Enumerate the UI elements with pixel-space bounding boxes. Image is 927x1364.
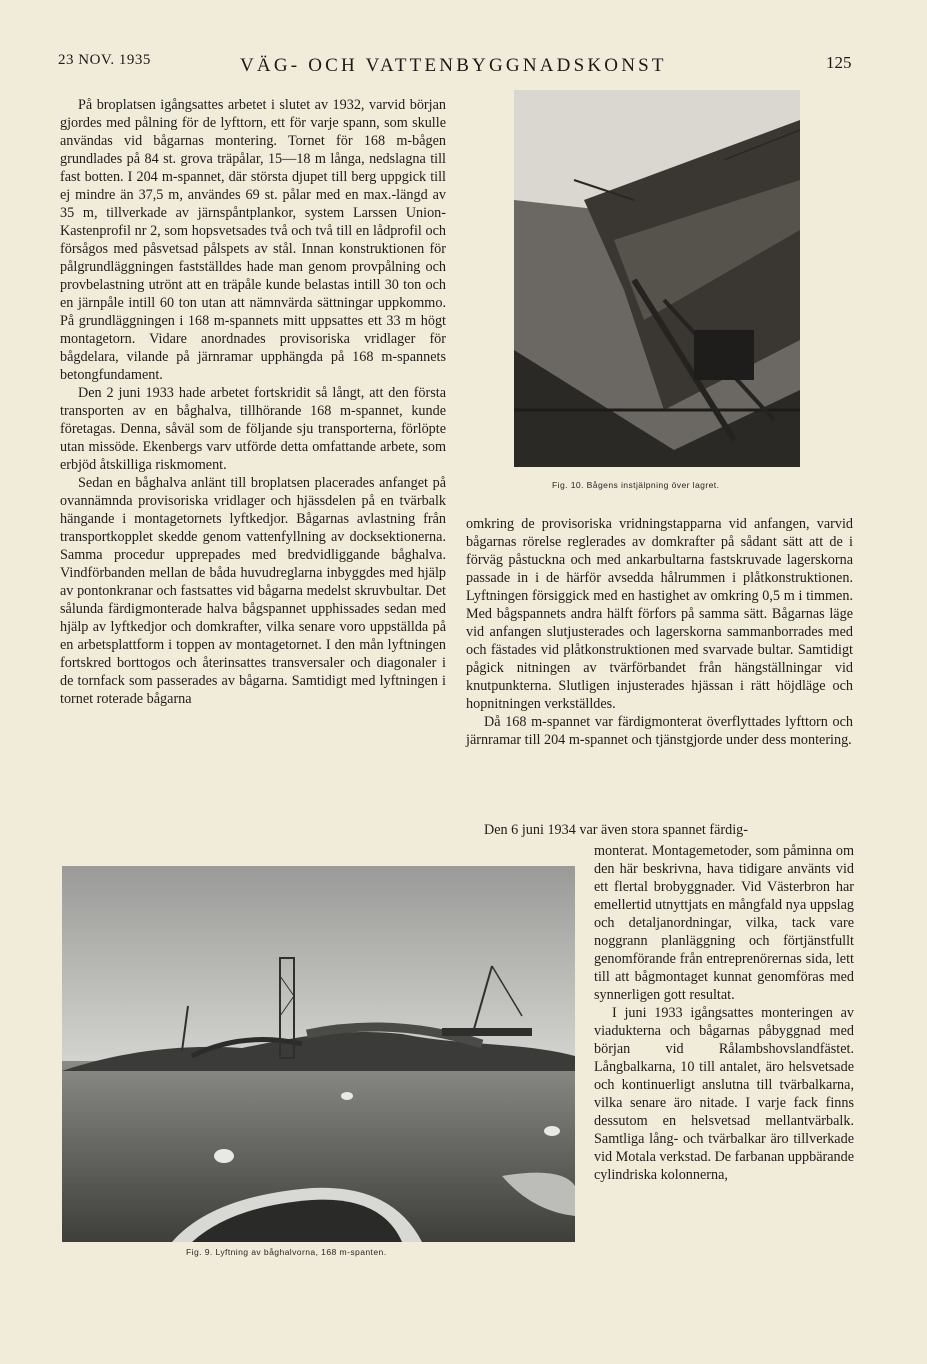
page-number: 125 <box>826 53 852 72</box>
paragraph-transport: Den 2 juni 1933 hade arbetet fortskridit så långt, att den första transporten av en båghalva, tillhörande 168 m-spannet, kunde företagas. Denna, såväl som de följande sju transporterna, förlöpte utan missöde. Ekenbergs varv utförde detta omfattande arbete, som erbjöd åtskilliga riskmoment. <box>60 385 446 473</box>
arch-bearing-illustration <box>514 90 800 467</box>
right-column-bottom <box>594 842 854 1184</box>
paragraph-viaducts: I juni 1933 igångsattes monteringen av viadukterna och bågarnas påbyggnad med början vid Rålambshovslandfästet. Långbalkarna, 10 till antalet, äro helsvetsade och kontinuerligt anslutna till tvärbalkarna, vilka senare äro nitade. I varje fack finns dessutom en helsvetsad mellantvärbalk. Samtliga lång- och tvärbalkar äro tillverkade vid Motala verkstad. De farbanan uppbärande cylindriska kolonnerna, <box>594 1005 855 1183</box>
journal-title: VÄG- OCH VATTENBYGGNADSKONST <box>240 55 667 76</box>
bridge-lifting-illustration <box>62 866 575 1242</box>
figure-10-caption: Fig. 10. Bågens instjälpning över lagret. <box>552 480 720 490</box>
completion-first-line: Den 6 juni 1934 var även stora spannet färdig- <box>484 822 748 838</box>
right-column-top <box>466 515 853 749</box>
paragraph-completion-first-line <box>466 821 853 839</box>
figure-10-photo <box>514 90 800 467</box>
figure-9-caption: Fig. 9. Lyftning av båghalvorna, 168 m-spanten. <box>186 1247 387 1257</box>
paragraph-transfer: Då 168 m-spannet var färdigmonterat överflyttades lyfttorn och järnramar till 204 m-spannet och tjänstgjorde under dess montering. <box>466 714 853 748</box>
paragraph-lifting: Sedan en båghalva anlänt till broplatsen placerades anfanget på ovannämnda provisoriska vridlager och hjässdelen på en tvärbalk hängande i montagetornets lyftkedjor. Bågarnas avlastning från transportkopplet skedde genom vattenfyllning av docksektionerna. Samma procedur upprepades med bredvidliggande båghalva. Vindförbanden mellan de båda huvudreglarna inbyggdes med hjälp av pontonkranar och fastsattes vid bågarna medelst skruvbultar. Det sålunda färdigmonterade halva bågspannet upphissades sedan med hjälp av lyftkedjor och domkrafter, vilka senare voro uppställda på en arbetsplattform i toppen av montagetornet. I den mån lyftningen fortskred borttogos och återinsattes transversaler och diagonaler i de tornfack som passerades av bågarna. Samtidigt med lyftningen i tornet roterade bågarna <box>60 475 446 707</box>
left-column <box>60 96 446 708</box>
paragraph-completion: monterat. Montagemetoder, som påminna om den här beskrivna, hava tidigare använts vid ett flertal brobyggnader. Vid Västerbron har emellertid utnyttjats en mångfald nya uppslag och detaljanordningar, vilka, tack vare noggrann planläggning och förtjänstfullt genomförande från entreprenörernas sida, lett till att bågmontaget kunnat genomföras med synnerligen gott resultat. <box>594 843 854 1003</box>
paragraph-rotation: omkring de provisoriska vridningstapparna vid anfangen, varvid bågarnas rörelse reglerades av domkrafter på sådant sätt att de i förväg påstuckna och med ankarbultarna fastskruvade lagerskorna passade in i de härför avsedda hålrummen i plåtkonstruktionen. Lyftningen försiggick med en hastighet av omkring 0,5 m i timmen. Med bågspannets andra hälft förfors på samma sätt. Bågarnas läge vid anfangen slutjusterades och lagerskorna sammanborrades med och fästades vid plåtkonstruktionen med svarvade bultar. Samtidigt pågick nitningen av tvärförbandet från hängställningar vid knutpunkterna. Slutligen injusterades hjässan i rätt höjdläge och hopnitningen verkställdes. <box>466 516 853 712</box>
paragraph-foundation: På broplatsen igångsattes arbetet i slutet av 1932, varvid början gjordes med pålning för de lyfttorn, ett för varje spann, som skulle användas vid bågarnas montering. Tornet för 168 m-bågen grundlades på 84 st. grova träpålar, 15—18 m långa, nedslagna till fast botten. I 204 m-spannet, där största djupet till berg uppgick till ej mindre än 37,5 m, användes 69 st. pålar med en max.-längd av 35 m, tillverkade av järnspåntplankor, system Larssen Union-Kastenprofil nr 2, som hopsvetsades två och två till en lådprofil och försågos med påsvetsad pålspets av stål. Innan konstruktionen för pålgrundläggningen fastställdes hade man genom provpålning och provbelastning utrönt att en träpåle kunde belastas intill 30 ton och en järnpåle intill 60 ton utan att nämnvärda sättningar uppkommo. På grundläggningen i 168 m-spannets mitt uppsattes ett 33 m högt montagetorn. Vidare anordnades provisoriska vridlager för bågdelara, vilande på järnramar upphängda på 168 m-spannets betongfundament. <box>60 97 446 383</box>
issue-date: 23 NOV. 1935 <box>58 52 151 68</box>
figure-9-photo <box>62 866 575 1242</box>
